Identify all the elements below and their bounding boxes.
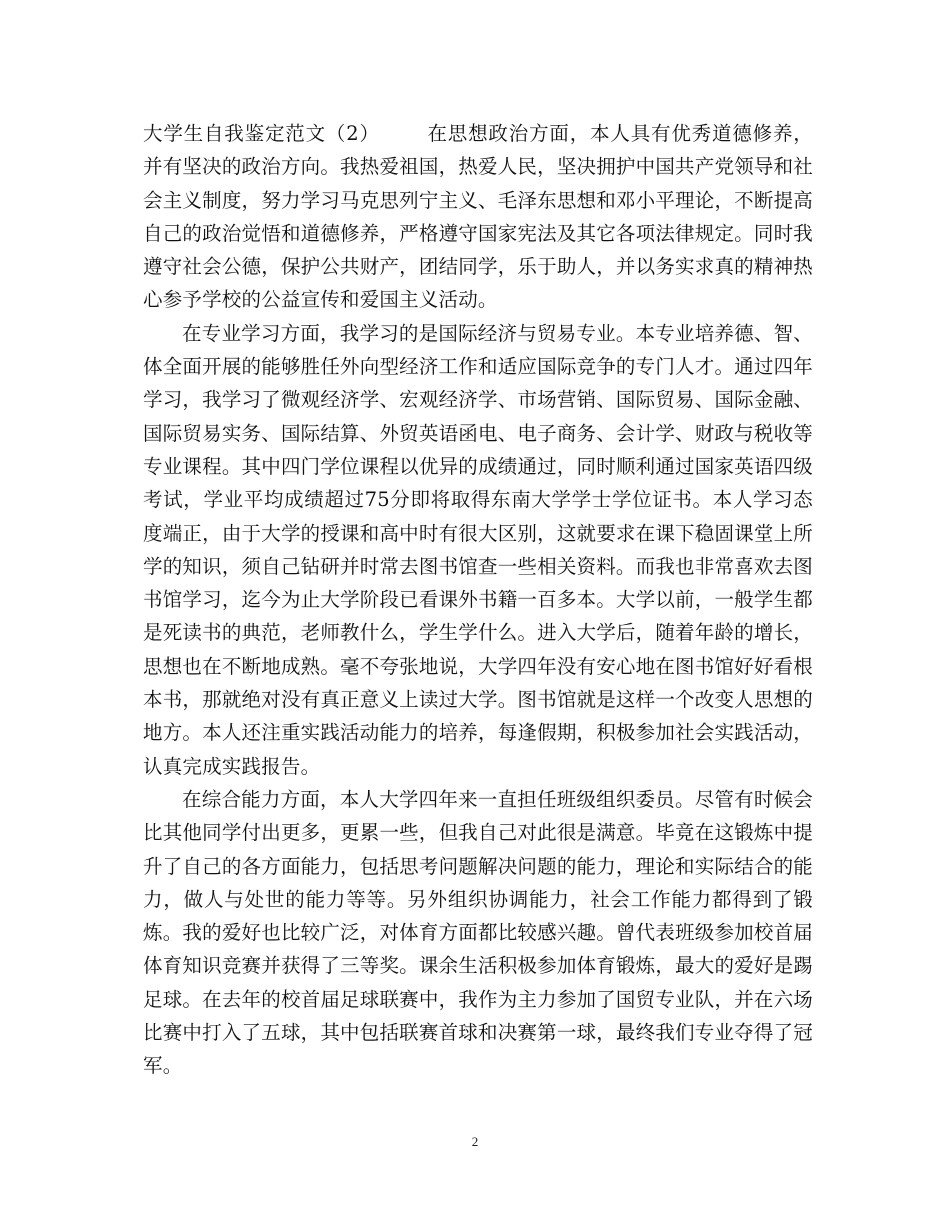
paragraph-academic: 在专业学习方面，我学习的是国际经济与贸易专业。本专业培养德、智、体全面开展的能够胜任外向型经济工作和适应国际竞争的专门人才。通过四年学习，我学习了微观经济学、宏观经济学、市场营销、国际贸易、国际金融、国际贸易实务、国际结算、外贸英语函电、电子商务、会计学、财政与税收等专业课程。其中四门学位课程以优异的成绩通过，同时顺利通过国家英语四级考试，学业平均成绩超过75分即将取得东南大学学士学位证书。本人学习态度端正，由于大学的授课和高中时有很大区别，这就要求在课下稳固课堂上所学的知识，须自己钻研并时常去图书馆查一些相关资料。而我也非常喜欢去图书馆学习，迄今为止大学阶段已看课外书籍一百多本。大学以前，一般学生都是死读书的典范，老师教什么，学生学什么。进入大学后，随着年龄的增长，思想也在不断地成熟。毫不夸张地说，大学四年没有安心地在图书馆好好看根本书，那就绝对没有真正意义上读过大学。图书馆就是这样一个改变人思想的地方。本人还注重实践活动能力的培养，每逢假期，积极参加社会实践活动，认真完成实践报告。 (143, 321, 813, 778)
document-body (143, 117, 813, 1083)
paragraph-political-text: 在思想政治方面，本人具有优秀道德修养，并有坚决的政治方向。我热爱祖国，热爱人民，坚决拥护中国共产党领导和社会主义制度，努力学习马克思列宁主义、毛泽东思想和邓小平理论，不断提高自己的政治觉悟和道德修养，严格遵守国家宪法及其它各项法律规定。同时我遵守社会公德，保护公共财产，团结同学，乐于助人，并以务实求真的精神热心参予学校的公益宣传和爱国主义活动。 (143, 122, 813, 312)
page-number: 2 (471, 1134, 479, 1149)
document-title: 大学生自我鉴定范文（2） (143, 122, 380, 145)
paragraph-political (143, 117, 813, 317)
paragraph-abilities: 在综合能力方面，本人大学四年来一直担任班级组织委员。尽管有时候会比其他同学付出更多，更累一些，但我自己对此很是满意。毕竟在这锻炼中提升了自己的各方面能力，包括思考问题解决问题的能力，理论和实际结合的能力，做人与处世的能力等等。另外组织协调能力，社会工作能力都得到了锻炼。我的爱好也比较广泛，对体育方面都比较感兴趣。曾代表班级参加校首届体育知识竞赛并获得了三等奖。课余生活积极参加体育锻炼，最大的爱好是踢足球。在去年的校首届足球联赛中，我作为主力参加了国贸专业队，并在六场比赛中打入了五球，其中包括联赛首球和决赛第一球，最终我们专业夺得了冠军。 (143, 787, 813, 1078)
